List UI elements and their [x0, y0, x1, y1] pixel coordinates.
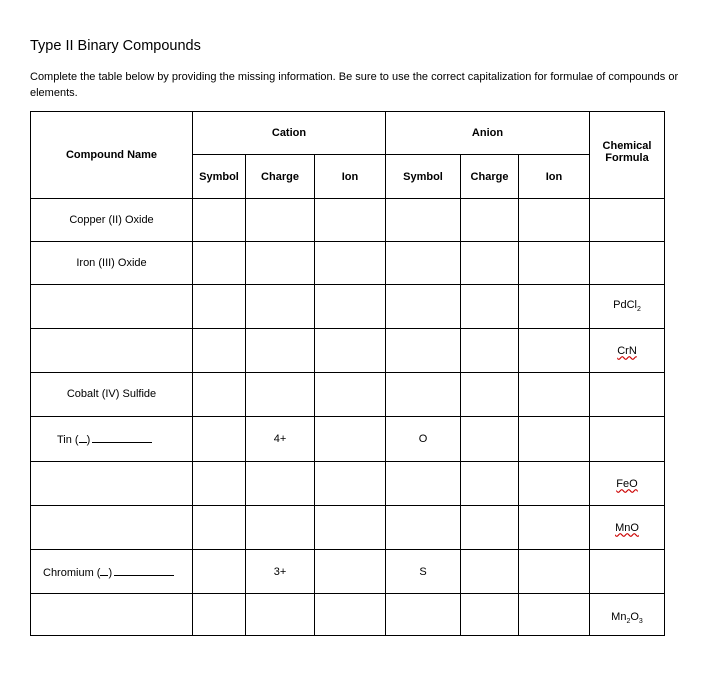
compound-name-cell[interactable]: Iron (III) Oxide	[31, 242, 193, 285]
table-row	[31, 199, 665, 242]
formula-cell	[590, 506, 665, 550]
anion-charge-cell[interactable]	[461, 594, 519, 636]
cation-symbol-cell[interactable]	[193, 285, 246, 329]
anion-ion-cell[interactable]	[519, 417, 590, 462]
anion-charge-cell[interactable]	[461, 550, 519, 594]
anion-charge-cell[interactable]	[461, 199, 519, 242]
cation-symbol-cell[interactable]	[193, 242, 246, 285]
anion-symbol-cell[interactable]: S	[386, 550, 461, 594]
header-formula-label: Formula	[605, 152, 649, 164]
cation-symbol-cell[interactable]	[193, 462, 246, 506]
compound-name-cell[interactable]: Cobalt (IV) Sulfide	[31, 373, 193, 417]
header-chemical-label: Chemical	[602, 140, 652, 152]
name-suffix: )	[108, 566, 113, 579]
formula-cell[interactable]	[590, 417, 665, 462]
header-anion: Anion	[386, 112, 590, 155]
name-prefix: Tin (	[57, 434, 79, 446]
anion-symbol-cell[interactable]	[386, 462, 461, 506]
anion-ion-cell[interactable]	[519, 462, 590, 506]
table-row	[31, 462, 665, 506]
anion-ion-cell[interactable]	[519, 594, 590, 636]
roman-numeral-blank[interactable]	[79, 433, 87, 443]
cation-ion-cell[interactable]	[315, 329, 386, 373]
anion-ion-cell[interactable]	[519, 199, 590, 242]
cation-charge-cell[interactable]	[246, 594, 315, 636]
anion-ion-cell[interactable]	[519, 285, 590, 329]
formula-cell[interactable]	[590, 550, 665, 594]
header-cation: Cation	[193, 112, 386, 155]
cation-symbol-cell[interactable]	[193, 417, 246, 462]
formula-subscript: 2	[626, 618, 631, 625]
formula-cell[interactable]	[590, 199, 665, 242]
anion-ion-cell[interactable]	[519, 329, 590, 373]
anion-charge-cell[interactable]	[461, 373, 519, 417]
cation-charge-cell[interactable]	[246, 242, 315, 285]
formula-cell[interactable]	[590, 373, 665, 417]
formula-text: MnO	[615, 521, 639, 534]
anion-charge-cell[interactable]	[461, 329, 519, 373]
cation-symbol-cell[interactable]	[193, 594, 246, 636]
anion-ion-cell[interactable]	[519, 550, 590, 594]
table-row	[31, 285, 665, 329]
compound-name-cell[interactable]	[31, 594, 193, 636]
metal-name-blank[interactable]	[114, 565, 174, 576]
anion-symbol-cell[interactable]	[386, 329, 461, 373]
compound-name-cell[interactable]	[31, 329, 193, 373]
cation-symbol-cell[interactable]	[193, 329, 246, 373]
anion-symbol-cell[interactable]	[386, 285, 461, 329]
cation-ion-cell[interactable]	[315, 594, 386, 636]
anion-ion-cell[interactable]	[519, 373, 590, 417]
cation-symbol-cell[interactable]	[193, 550, 246, 594]
cation-ion-cell[interactable]	[315, 417, 386, 462]
cation-charge-cell[interactable]	[246, 462, 315, 506]
header-chemical-formula	[590, 112, 665, 199]
table-row	[31, 417, 665, 462]
cation-ion-cell[interactable]	[315, 199, 386, 242]
formula-text: PdCl	[613, 299, 637, 312]
instructions-text: Complete the table below by providing the missing information. Be sure to use the correct capitalization for formulae of compounds or elements.	[30, 71, 679, 99]
table-row	[31, 329, 665, 373]
cation-ion-cell[interactable]	[315, 550, 386, 594]
table-row	[31, 506, 665, 550]
anion-charge-cell[interactable]	[461, 462, 519, 506]
table-row	[31, 594, 665, 636]
cation-ion-cell[interactable]	[315, 285, 386, 329]
anion-symbol-cell[interactable]	[386, 242, 461, 285]
formula-text: CrN	[617, 344, 637, 357]
header-anion-symbol: Symbol	[386, 155, 461, 199]
formula-cell	[590, 594, 665, 636]
anion-symbol-cell[interactable]	[386, 199, 461, 242]
cation-charge-cell[interactable]: 3+	[246, 550, 315, 594]
cation-ion-cell[interactable]	[315, 506, 386, 550]
name-prefix: Chromium (	[43, 566, 101, 579]
cation-ion-cell[interactable]	[315, 462, 386, 506]
cation-charge-cell[interactable]	[246, 373, 315, 417]
compound-name-cell[interactable]	[31, 417, 193, 462]
compound-name-cell[interactable]	[31, 506, 193, 550]
anion-charge-cell[interactable]	[461, 242, 519, 285]
formula-cell	[590, 285, 665, 329]
anion-charge-cell[interactable]	[461, 417, 519, 462]
anion-charge-cell[interactable]	[461, 285, 519, 329]
compound-name-cell[interactable]	[31, 462, 193, 506]
anion-charge-cell[interactable]	[461, 506, 519, 550]
cation-charge-cell[interactable]	[246, 506, 315, 550]
cation-symbol-cell[interactable]	[193, 506, 246, 550]
cation-symbol-cell[interactable]	[193, 199, 246, 242]
cation-ion-cell[interactable]	[315, 373, 386, 417]
header-cation-symbol: Symbol	[193, 155, 246, 199]
table-row	[31, 373, 665, 417]
cation-symbol-cell[interactable]	[193, 373, 246, 417]
formula-text: Mn	[611, 610, 627, 623]
anion-ion-cell[interactable]	[519, 242, 590, 285]
metal-name-blank[interactable]	[92, 432, 152, 443]
compound-name-cell[interactable]: Copper (II) Oxide	[31, 199, 193, 242]
formula-text: FeO	[616, 477, 638, 490]
compound-name-cell[interactable]	[31, 285, 193, 329]
formula-subscript: 2	[636, 306, 641, 314]
formula-cell	[590, 329, 665, 373]
table-row	[31, 550, 665, 594]
name-suffix: )	[86, 434, 91, 446]
formula-cell	[590, 462, 665, 506]
cation-charge-cell[interactable]	[246, 199, 315, 242]
anion-ion-cell[interactable]	[519, 506, 590, 550]
formula-cell[interactable]	[590, 242, 665, 285]
compound-name-cell[interactable]	[31, 550, 193, 594]
header-anion-charge: Charge	[461, 155, 519, 199]
formula-subscript-2: 3	[638, 618, 643, 625]
anion-symbol-cell[interactable]	[386, 506, 461, 550]
anion-symbol-cell[interactable]	[386, 373, 461, 417]
cation-charge-cell[interactable]	[246, 285, 315, 329]
cation-charge-cell[interactable]: 4+	[246, 417, 315, 462]
anion-symbol-cell[interactable]: O	[386, 417, 461, 462]
anion-symbol-cell[interactable]	[386, 594, 461, 636]
table-row	[31, 242, 665, 285]
formula-text-2: O	[630, 610, 639, 623]
page-title: Type II Binary Compounds	[30, 38, 201, 54]
header-anion-ion: Ion	[519, 155, 590, 199]
header-cation-ion: Ion	[315, 155, 386, 199]
header-cation-charge: Charge	[246, 155, 315, 199]
header-compound-name: Compound Name	[31, 112, 193, 199]
compounds-table	[30, 111, 665, 636]
cation-ion-cell[interactable]	[315, 242, 386, 285]
cation-charge-cell[interactable]	[246, 329, 315, 373]
